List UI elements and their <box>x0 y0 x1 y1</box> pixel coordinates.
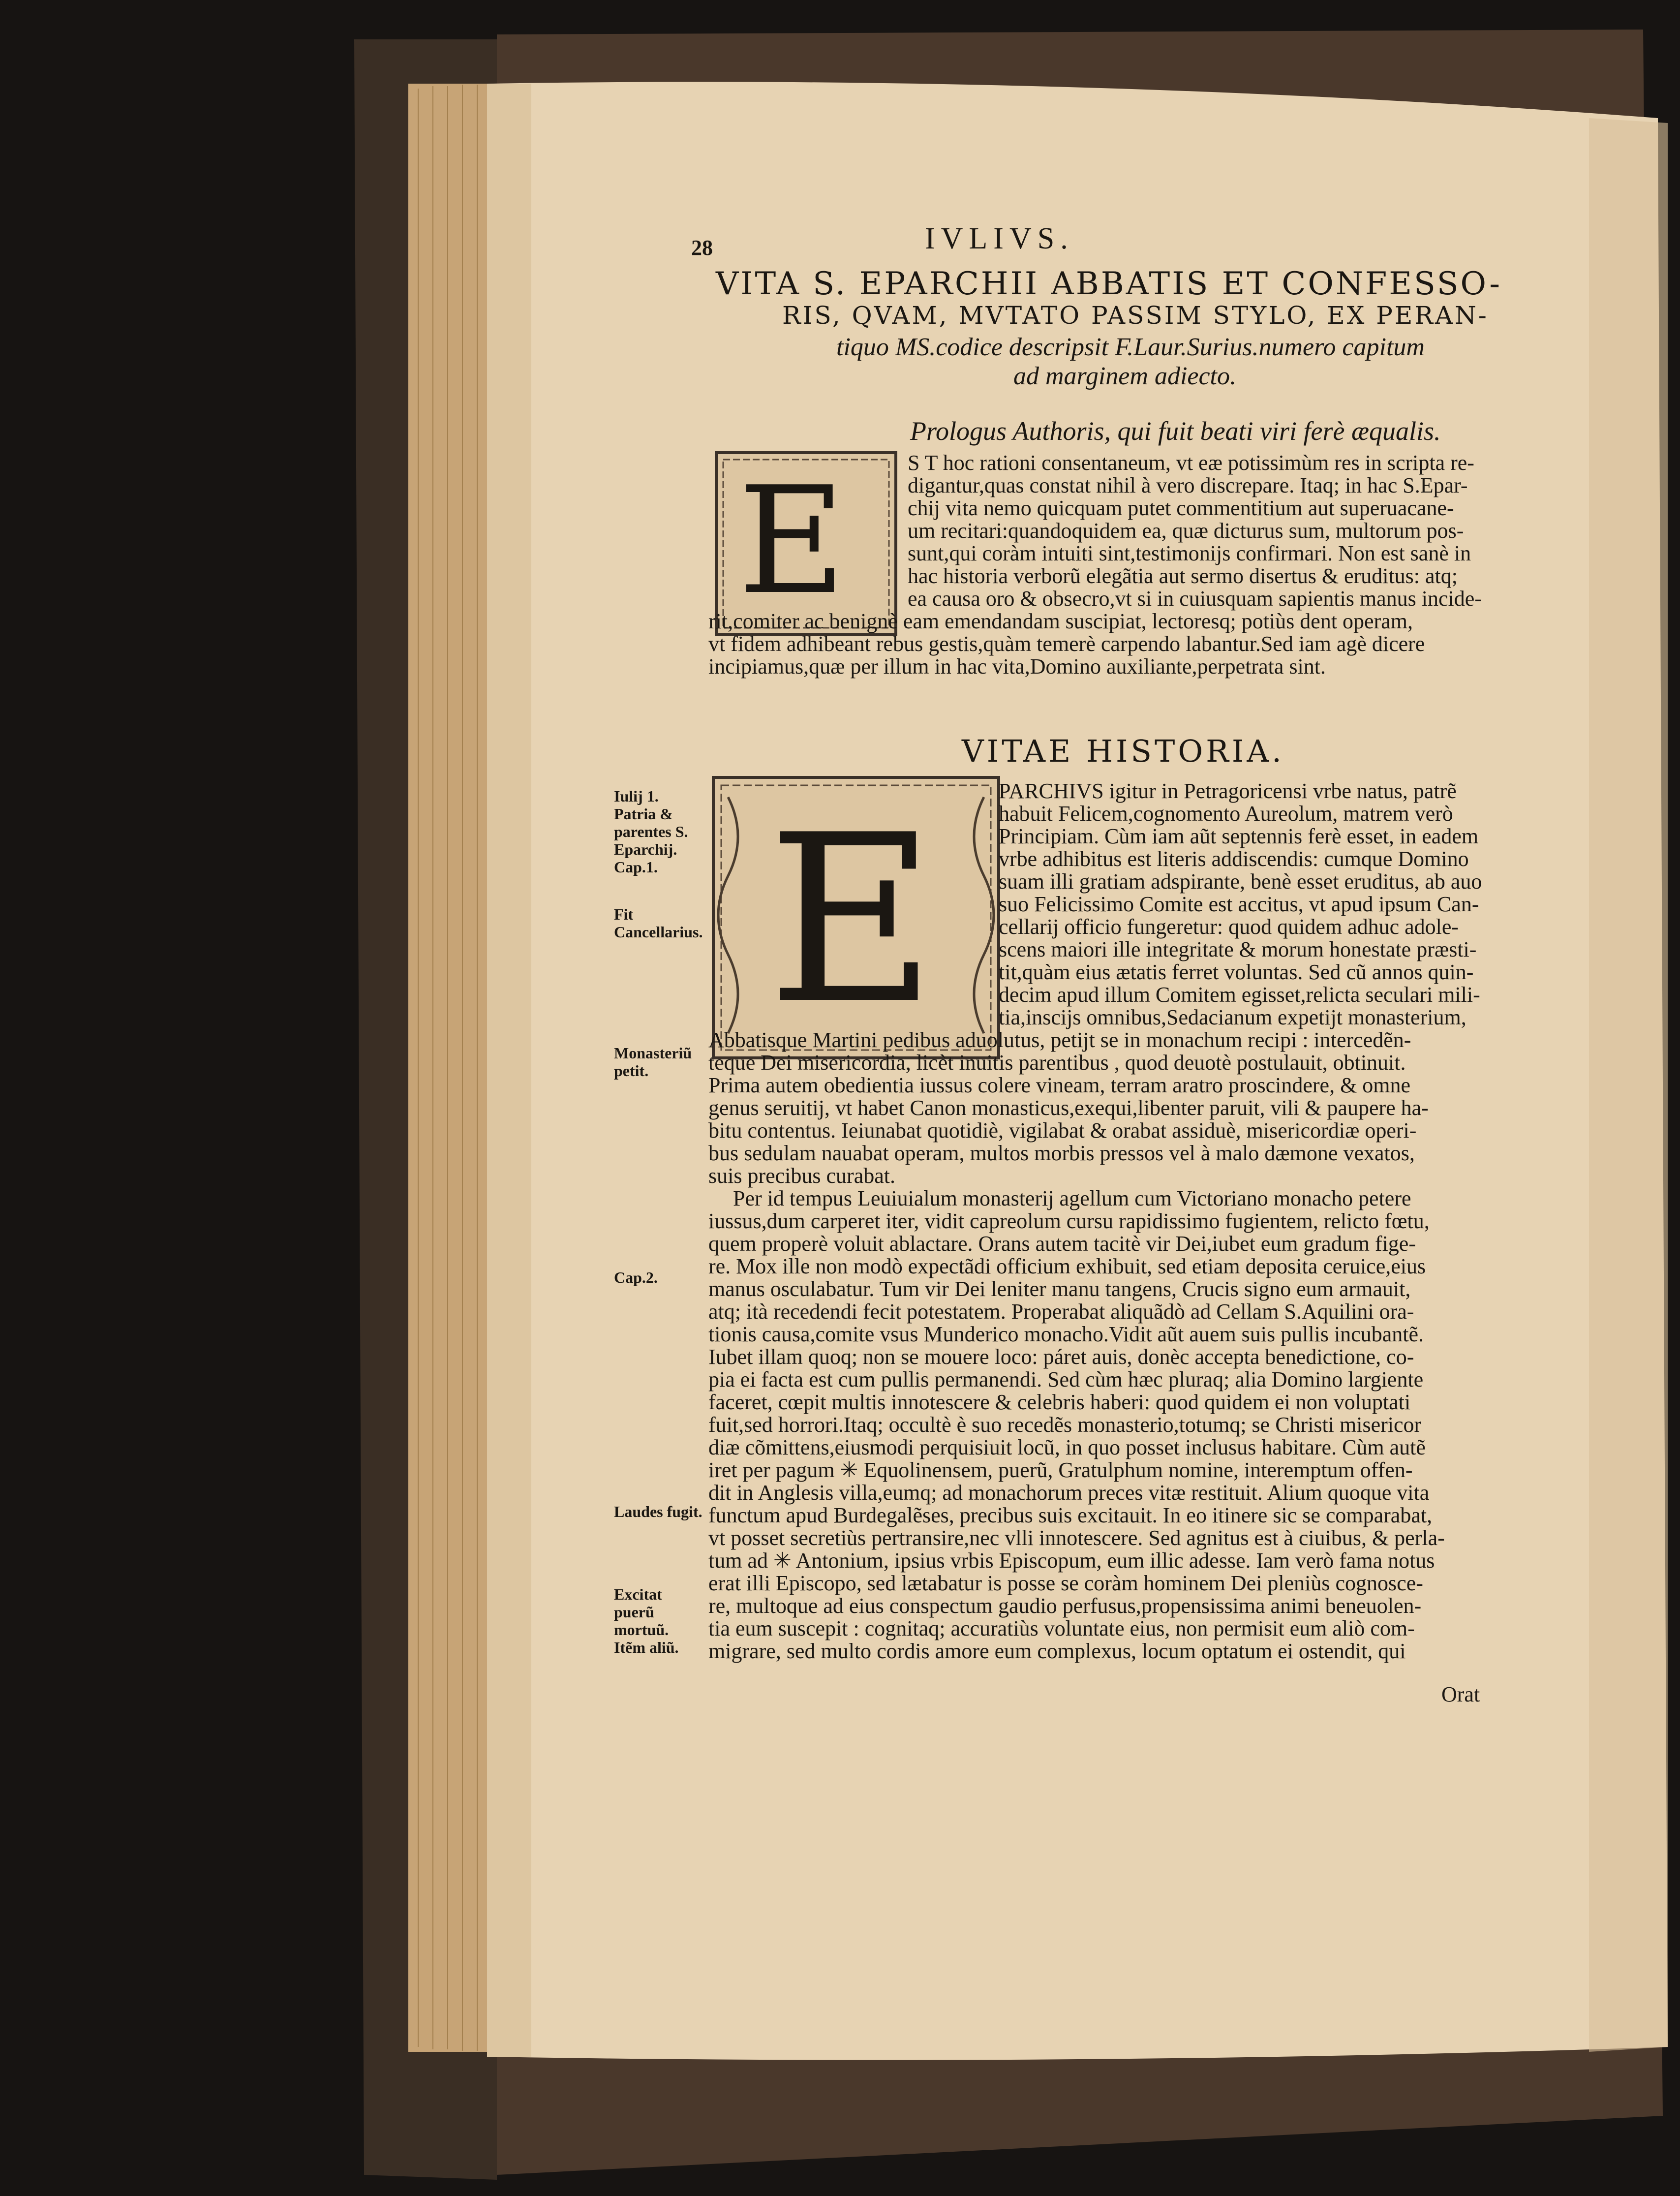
title-line-2: RIS, QVAM, MVTATO PASSIM STYLO, EX PERAN- <box>782 301 1489 330</box>
history-line: re, multoque ad eius conspectum gaudio perfusus,propensissima animi beneuolen- <box>708 1594 1422 1618</box>
catchword: Orat <box>1441 1682 1480 1706</box>
prologue-line: rit,comiter ac benignè eam emendandam suscipiat, lectoresq; potiùs dent operam, <box>708 609 1413 633</box>
history-initial: E <box>767 785 937 1054</box>
history-heading: VITAE HISTORIA. <box>962 733 1284 769</box>
history-line: vt posset secretiùs pertransire,nec vlli innotescere. Sed agnitus est à ciuibus, & perla- <box>708 1526 1445 1550</box>
history-line: scens maiori ille integritate & morum honestate præsti- <box>999 937 1477 961</box>
title-line-1: VITA S. EPARCHII ABBATIS ET CONFESSO- <box>716 266 1502 302</box>
prologue-line: ea causa oro & obsecro,vt si in cuiusquam sapientis manus incide- <box>908 587 1482 611</box>
margin-note: Fit Cancellarius. <box>614 905 703 941</box>
prologue-line: hac historia verborũ elegãtia aut sermo disertus & eruditus: atq; <box>908 564 1458 588</box>
history-line: re. Mox ille non modò expectãdi officium exhibuit, sed etiam deposita ceruice,eius <box>708 1254 1426 1278</box>
history-line: suo Felicissimo Comite est accitus, vt apud ipsum Can- <box>999 892 1479 916</box>
history-line: Prima autem obedientia iussus colere vineam, terram aratro proscindere, & omne <box>708 1073 1411 1097</box>
history-line: manus osculabatur. Tum vir Dei leniter manu tangens, Crucis signo eum armauit, <box>708 1277 1411 1301</box>
history-line: pia ei facta est cum pullis permanendi. Sed cùm hæc pluraq; alia Domino largiente <box>708 1367 1424 1392</box>
history-line: dit in Anglesis villa,eumq; ad monachorum preces vitæ restituit. Alium quoque vita <box>708 1481 1430 1505</box>
running-head: IVLIVS. <box>925 222 1074 255</box>
prologue-line: um recitari:quandoquidem ea, quæ dicturus sum, multorum pos- <box>908 519 1464 543</box>
history-line: bus sedulam nauabat operam, multos morbis pressos vel à malo dæmone vexatos, <box>708 1141 1415 1165</box>
history-line: decim apud illum Comitem egisset,relicta seculari mili- <box>999 983 1480 1007</box>
history-line: fuit,sed horrori.Itaq; occultè è suo recedẽs monasterio,totumq; se Christi misericor <box>708 1413 1422 1437</box>
history-line: functum apud Burdegalẽses, precibus suis excitauit. In eo itinere sic se comparabat, <box>708 1503 1433 1527</box>
history-line: cellarij officio fungeretur: quod quidem adhuc adole- <box>999 915 1459 939</box>
history-line: iussus,dum carperet iter, vidit capreolum cursu rapidissimo fugientem, relicto fœtu, <box>708 1209 1430 1233</box>
prologue-heading: Prologus Authoris, qui fuit beati viri ferè æqualis. <box>910 416 1441 446</box>
history-line: iret per pagum ✳ Equolinensem, puerũ, Gratulphum nomine, interemptum offen- <box>708 1458 1413 1482</box>
page-number: 28 <box>691 236 713 260</box>
history-line: diæ cõmittens,eiusmodi perquisiuit locũ, in quo posset inclusus habitare. Cùm autẽ <box>708 1435 1426 1459</box>
history-line: tia eum suscepit : cognitaq; accuratiùs voluntate eius, non permisit eum aliò com- <box>708 1616 1415 1640</box>
prologue-line: incipiamus,quæ per illum in hac vita,Domino auxiliante,perpetrata sint. <box>708 654 1326 679</box>
history-line: Principiam. Cùm iam aũt septennis ferè esset, in eadem <box>999 824 1479 848</box>
history-line: faceret, cœpit multis innotescere & celebris haberi: quod quidem ei non voluptati <box>708 1390 1411 1414</box>
history-line: bitu contentus. Ieiunabat quotidiè, vigilabat & orabat assiduè, misericordiæ operi- <box>708 1118 1417 1143</box>
history-line: suis precibus curabat. <box>708 1164 895 1188</box>
history-line: tionis causa,comite vsus Munderico monacho.Vidit aũt auem suis pullis incubantẽ. <box>708 1322 1424 1346</box>
history-line: tit,quàm eius ætatis ferret voluntas. Sed cũ annos quin- <box>999 960 1474 984</box>
history-line: tum ad ✳ Antonium, ipsius vrbis Episcopum, eum illic adesse. Iam verò fama notus <box>708 1548 1435 1573</box>
history-line: habuit Felicem,cognomento Aureolum, matrem verò <box>999 802 1453 826</box>
history-line: suam illi gratiam adspirante, benè esset eruditus, ab auo <box>999 869 1482 894</box>
margin-note: Laudes fugit. <box>614 1503 703 1520</box>
title-line-3: tiquo MS.codice descripsit F.Laur.Surius.numero capitum <box>836 333 1425 361</box>
prologue-line: sunt,qui coràm intuiti sint,testimonijs confirmari. Non est sanè in <box>908 541 1471 565</box>
prologue-line: vt fidem adhibeant rebus gestis,quàm temerè carpendo labantur.Sed iam agè dicere <box>708 632 1425 656</box>
prologue-initial: E <box>738 455 846 627</box>
history-line: quem properè voluit ablactare. Orans autem tacitè vir Dei,iubet eum gradum fige- <box>708 1232 1416 1256</box>
history-line: PARCHIVS igitur in Petragoricensi vrbe natus, patrẽ <box>999 779 1457 803</box>
margin-note: Itẽm aliũ. <box>614 1639 679 1656</box>
margin-note: Cap.2. <box>614 1268 658 1286</box>
history-line: tia,inscijs omnibus,Sedacianum expetijt monasterium, <box>999 1005 1466 1029</box>
history-line: Iubet illam quoq; non se mouere loco: páret auis, donèc accepta benedictione, co- <box>708 1345 1414 1369</box>
prologue-line: S T hoc rationi consentaneum, vt eæ potissimùm res in scripta re- <box>908 451 1474 475</box>
history-line: erat illi Episcopo, sed lætabatur is posse se coràm hominem Dei pleniùs cognosce- <box>708 1571 1423 1595</box>
history-line: teque Dei misericordia, licèt inuitis parentibus , quod deuotè postulauit, obtinuit. <box>708 1051 1406 1075</box>
prologue-line: digantur,quas constat nihil à vero discrepare. Itaq; in hac S.Epar- <box>908 473 1468 497</box>
prologue-line: chij vita nemo quicquam putet commentitium aut superuacane- <box>908 496 1454 520</box>
history-line: vrbe adhibitus est literis addiscendis: cumque Domino <box>999 847 1469 871</box>
history-line: Abbatisque Martini pedibus aduolutus, petijt se in monachum recipi : intercedẽn- <box>708 1028 1411 1052</box>
title-line-4: ad marginem adiecto. <box>1013 362 1236 390</box>
margin-note: Monasteriũ petit. <box>614 1044 692 1080</box>
margin-note: Excitat puerũ mortuũ. <box>614 1585 669 1639</box>
history-line: Per id tempus Leuiuialum monasterij agellum cum Victoriano monacho petere <box>733 1186 1411 1210</box>
history-line: genus seruitij, vt habet Canon monasticus,exequi,libenter paruit, vili & paupere ha- <box>708 1096 1429 1120</box>
history-line: migrare, sed multo cordis amore eum complexus, locum optatum ei ostendit, qui <box>708 1639 1406 1663</box>
margin-note: Iulij 1. Patria & parentes S. Eparchij. Cap.1. <box>614 787 688 876</box>
history-line: atq; ità recedendi fecit potestatem. Properabat aliquãdò ad Cellam S.Aquilini ora- <box>708 1299 1414 1324</box>
